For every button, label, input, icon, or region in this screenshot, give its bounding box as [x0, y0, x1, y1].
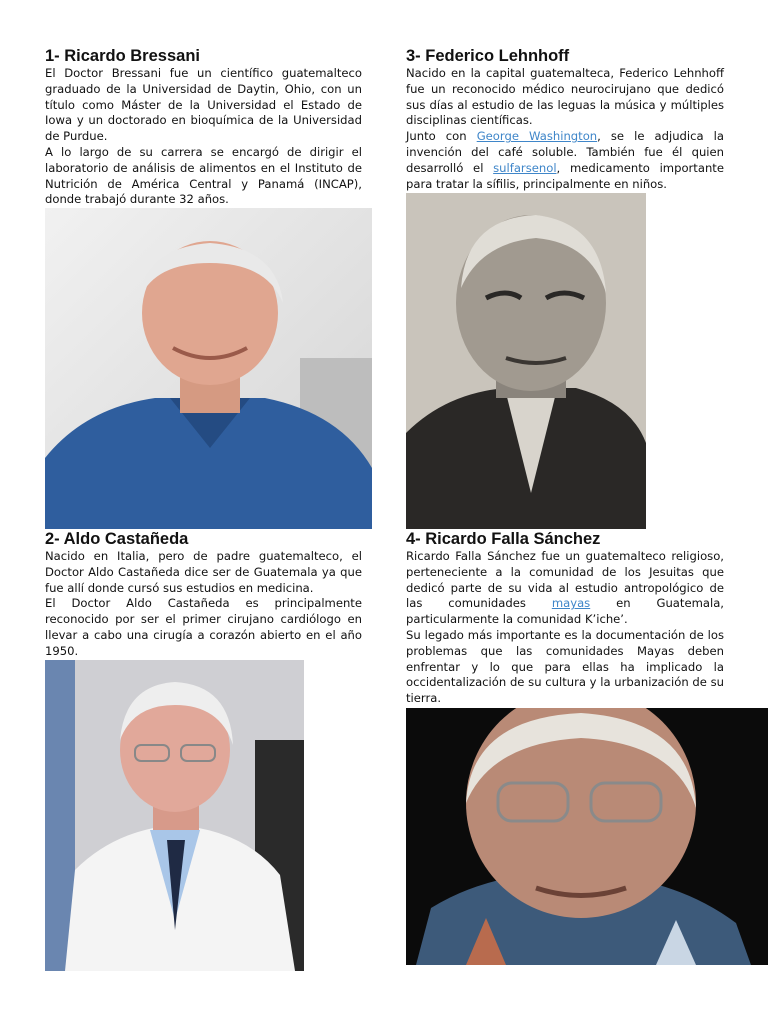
- heading-ricardo-falla-sanchez: 4- Ricardo Falla Sánchez: [406, 530, 601, 548]
- paragraph-bressani-1: El Doctor Bressani fue un científico guatemalteco graduado de la Universidad de Daytin, Ohio, con un título como Máster de la Universidad el Estado de Iowa y un doctorado en bioquímica de la Universidad de Purdue.: [45, 66, 362, 144]
- section-aldo-castaneda: [45, 530, 362, 660]
- photo-ricardo-falla-sanchez: [406, 708, 768, 965]
- heading-aldo-castaneda: 2- Aldo Castañeda: [45, 530, 189, 548]
- text-segment: , medicamento importante para tratar la sífilis, principalmente en niños.: [406, 160, 724, 191]
- paragraph-castaneda-2: El Doctor Aldo Castañeda es principalmente reconocido por ser el primer cirujano cardiólogo en llevar a cabo una cirugía a corazón abierto en el año 1950.: [45, 596, 362, 658]
- paragraph-lehnhoff-2: [406, 129, 724, 192]
- heading-ricardo-bressani: 1- Ricardo Bressani: [45, 47, 200, 65]
- paragraph-falla-1: [406, 549, 724, 628]
- paragraph-falla-2: Su legado más importante es la documentación de los problemas que las comunidades Mayas deben enfrentar y lo que para ellas ha implicado la occidentalización de su cultura y la urbanización de su tierra.: [406, 627, 724, 706]
- text-segment: Ricardo Falla Sánchez fue un guatemalteco religioso, perteneciente a la comunidad de los Jesuitas que dedicó parte de su vida al estudio antropológico de las comunidades: [406, 549, 724, 611]
- photo-ricardo-bressani: [45, 208, 372, 529]
- link-george-washington[interactable]: George Washington: [476, 129, 598, 144]
- section-ricardo-bressani: [45, 47, 362, 208]
- section-federico-lehnhoff: [406, 47, 724, 192]
- paragraph-lehnhoff-1: Nacido en la capital guatemalteca, Federico Lehnhoff fue un reconocido médico neurocirujano que dedicó sus días al estudio de las leguas la música y múltiples disciplinas científicas.: [406, 66, 724, 128]
- text-segment: , se le adjudica la invención del café soluble. También fue él quien desarrolló el: [406, 129, 724, 175]
- paragraph-castaneda-1: Nacido en Italia, pero de padre guatemalteco, el Doctor Aldo Castañeda dice ser de Guatemala ya que fue allí donde cursó sus estudios en medicina.: [45, 549, 362, 595]
- link-sulfarsenol[interactable]: sulfarsenol: [493, 160, 557, 175]
- text-segment: en Guatemala, particularmente la comunidad K’iche’.: [406, 596, 724, 627]
- heading-federico-lehnhoff: 3- Federico Lehnhoff: [406, 47, 570, 65]
- paragraph-bressani-2: A lo largo de su carrera se encargó de dirigir el laboratorio de análisis de alimentos en el Instituto de Nutrición de América Central y Panamá (INCAP), donde trabajó durante 32 años.: [45, 144, 362, 207]
- section-ricardo-falla-sanchez: [406, 530, 724, 707]
- photo-federico-lehnhoff: [406, 193, 646, 529]
- text-segment: Junto con: [406, 129, 477, 144]
- photo-aldo-castaneda: [45, 660, 304, 971]
- link-mayas[interactable]: mayas: [551, 596, 591, 611]
